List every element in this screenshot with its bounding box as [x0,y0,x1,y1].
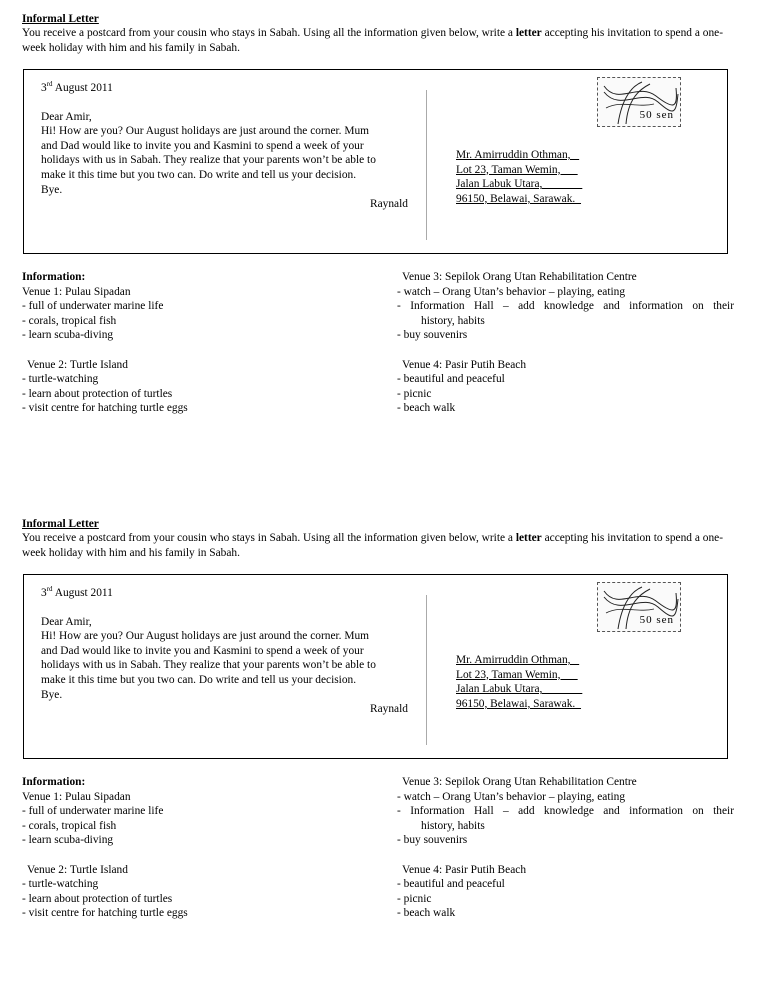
letter-date [41,586,113,601]
information-right-column [397,775,734,921]
message-line: Hi! How are you? Our August holidays are just around the corner. Mum [41,630,370,642]
venue-3-item: - Information Hall – add knowledge and information on their [397,300,734,313]
venue-1-item: - full of underwater marine life [22,805,164,818]
date-day: 3 [41,82,47,94]
date-month-year: August 2011 [52,587,113,599]
address-block [456,653,582,711]
message-line: holidays with us in Sabah. They realize that your parents won’t be able to [41,154,376,167]
venue-4-item: - beautiful and peaceful [397,878,505,891]
venue-1-item: - full of underwater marine life [22,300,164,313]
instructions-part: You receive a postcard from your cousin who stays in Sabah. Using all the information given below, write a [22,27,516,39]
signoff: Bye. [41,689,63,701]
message-line: holidays with us in Sabah. They realize that your parents won’t be able to [41,659,376,672]
information-left-column [22,270,382,416]
section-heading: Informal Letter [22,13,99,25]
message-line: make it this time but you two can. Do write and tell us your decision. [41,673,357,686]
venue-3-item: - Information Hall – add knowledge and information on their [397,805,734,818]
venue-2-item: - visit centre for hatching turtle eggs [22,402,188,415]
instructions-part: accepting his invitation to spend a one-week holiday with him and his family in Sabah. [22,532,723,559]
exercise-section-1 [0,12,768,482]
venue-1-item: - corals, tropical fish [22,819,117,832]
signature: Raynald [370,703,408,715]
venue-4-name: Venue 4: Pasir Putih Beach [402,863,527,876]
venue-4-item: - beach walk [397,907,456,920]
venue-1-item: - corals, tropical fish [22,314,117,327]
venue-2-item: - learn about protection of turtles [22,892,173,905]
section-heading: Informal Letter [22,518,99,530]
venue-2-name: Venue 2: Turtle Island [27,863,128,876]
address-line: Jalan Labuk Utara,_______ [456,683,583,696]
venue-1-item: - learn scuba-diving [22,329,114,342]
salutation: Dear Amir, [41,616,92,628]
date-ordinal: rd [46,585,53,594]
postcard [23,574,728,759]
instructions-bold-word: letter [515,27,542,39]
information-left-column [22,775,382,921]
venue-4-name: Venue 4: Pasir Putih Beach [402,358,527,371]
signature: Raynald [370,198,408,210]
address-line: Mr. Amirruddin Othman, _ [456,149,580,161]
venue-2-item: - turtle-watching [22,373,99,386]
message-line: make it this time but you two can. Do write and tell us your decision. [41,168,357,181]
address-line: Mr. Amirruddin Othman, _ [456,654,580,666]
instructions-text [22,531,738,560]
venue-4-item: - picnic [397,387,432,400]
venue-1-item: - learn scuba-diving [22,834,114,847]
instructions-part: accepting his invitation to spend a one-week holiday with him and his family in Sabah. [22,27,723,54]
postcard-message [41,629,413,687]
venue-1-name: Venue 1: Pulau Sipadan [22,790,131,803]
date-ordinal: rd [46,80,53,89]
postage-stamp [597,582,681,632]
venue-2-item: - turtle-watching [22,878,99,891]
venue-3-name: Venue 3: Sepilok Orang Utan Rehabilitation Centre [402,776,637,788]
venue-3-item: - buy souvenirs [397,834,468,847]
message-line: and Dad would like to invite you and Kasmini to spend a week of your [41,139,364,152]
message-line: and Dad would like to invite you and Kasmini to spend a week of your [41,644,364,657]
exercise-section-2 [0,517,768,987]
venue-4-item: - beautiful and peaceful [397,373,505,386]
signoff: Bye. [41,184,63,196]
venue-3-name: Venue 3: Sepilok Orang Utan Rehabilitation Centre [402,271,637,283]
stamp-value: 50 sen [639,614,674,627]
postcard-divider [426,595,427,745]
information-right-column [397,270,734,416]
postcard-divider [426,90,427,240]
address-block [456,148,582,206]
postcard-message [41,124,413,182]
postcard [23,69,728,254]
letter-date [41,81,113,96]
address-line: Jalan Labuk Utara,_______ [456,178,583,191]
instructions-text [22,26,738,55]
salutation: Dear Amir, [41,111,92,123]
date-month-year: August 2011 [52,82,113,94]
date-day: 3 [41,587,47,599]
venue-3-item-continuation: history, habits [421,819,485,832]
venue-2-item: - visit centre for hatching turtle eggs [22,907,188,920]
address-line: Lot 23, Taman Wemin,___ [456,163,578,176]
venue-3-item: - watch – Orang Utan’s behavior – playing, eating [397,790,626,803]
information-title: Information: [22,776,86,788]
address-line: 96150, Belawai, Sarawak._ [456,192,581,205]
information-title: Information: [22,271,86,283]
venue-4-item: - beach walk [397,402,456,415]
address-line: Lot 23, Taman Wemin,___ [456,668,578,681]
postage-stamp [597,77,681,127]
address-line: 96150, Belawai, Sarawak._ [456,697,581,710]
venue-4-item: - picnic [397,892,432,905]
instructions-bold-word: letter [515,532,542,544]
venue-2-name: Venue 2: Turtle Island [27,358,128,371]
instructions-part: You receive a postcard from your cousin who stays in Sabah. Using all the information given below, write a [22,532,516,544]
venue-3-item: - buy souvenirs [397,329,468,342]
venue-3-item: - watch – Orang Utan’s behavior – playing, eating [397,285,626,298]
venue-1-name: Venue 1: Pulau Sipadan [22,285,131,298]
venue-2-item: - learn about protection of turtles [22,387,173,400]
venue-3-item-continuation: history, habits [421,314,485,327]
message-line: Hi! How are you? Our August holidays are just around the corner. Mum [41,125,370,137]
stamp-value: 50 sen [639,109,674,122]
